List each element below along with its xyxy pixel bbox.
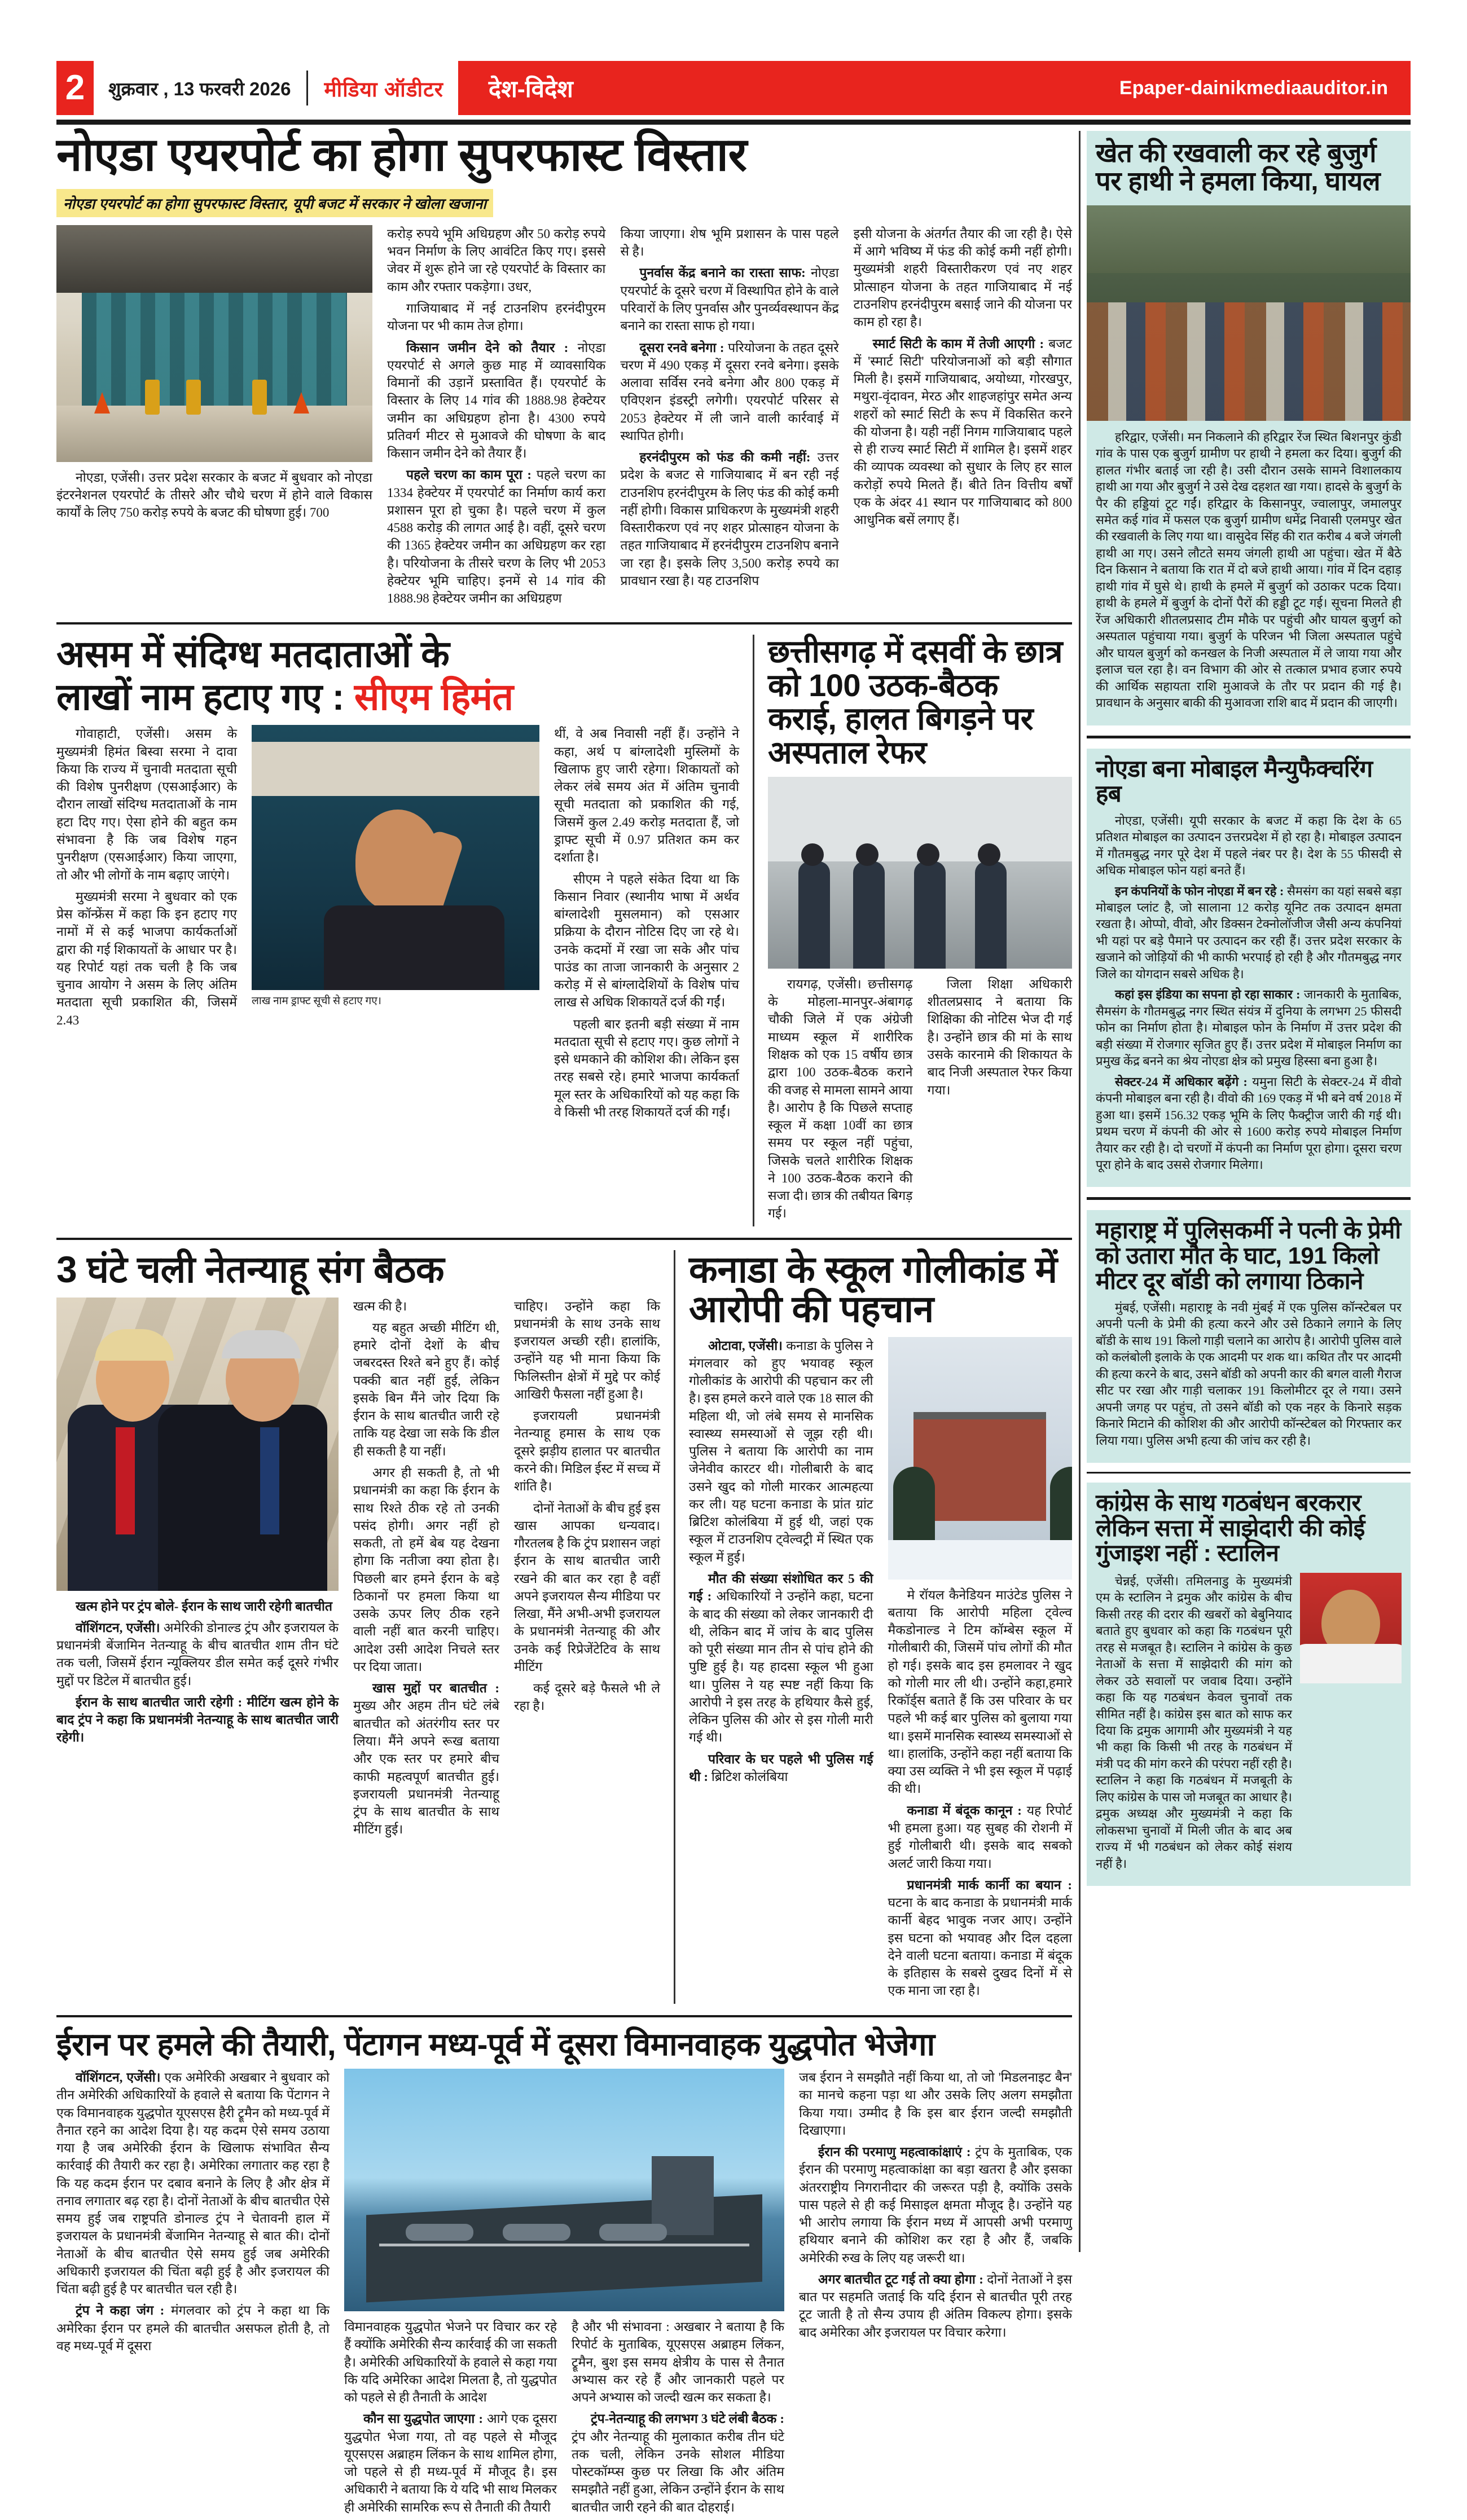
article-maharashtra bbox=[1087, 1210, 1411, 1463]
article-netanyahu bbox=[56, 1250, 660, 2004]
paragraph: दोनों नेताओं ने इस बात पर सहमति जताई कि यदि ईरान से बातचीत पूरी तरह टूट जाती है तो सैन्य उपाय ही अंतिम विकल्प होगा। इसके बाद अमेरिका और इजरायल पर विचार करेगा। bbox=[799, 2272, 1072, 2339]
paragraph: चेन्नई, एजेंसी। तमिलनाडु के मुख्यमंत्री एम के स्टालिन ने द्रमुक और कांग्रेस के बीच किसी तरह की दरार की खबरों को बेबुनियाद बताते हुए बुधवार को कहा कि गठबंधन पूरी तरह से मजबूत है। स्टालिन ने कांग्रेस के कुछ नेताओं के सत्ता में साझेदारी की मांग को लेकर उठे सवालों पर जवाब दिया। उन्होंने कहा कि यह गठबंधन केवल चुनावों तक सीमित नहीं है। कांग्रेस इस बात को साफ कर दिया कि द्रमुक आगामी और मुख्यमंत्री ने यह भी कहा कि किसी भी तरह के गठबंधन में मंत्री पद की मांग करने की परंपरा नहीं रही है। स्टालिन ने कहा कि गठबंधन में मजबूती के लिए कांग्रेस के पास जो मजबूत का आधार है। द्रमुक अध्यक्ष और मुख्यमंत्री ने कहा कि लोकसभा चुनावों में मिली जीत के बाद अब राज्य में भी गठबंधन को लेकर कोई संशय नहीं है। bbox=[1096, 1573, 1292, 1871]
canada-subhead-3: कनाडा में बंदूक कानून : bbox=[907, 1803, 1022, 1818]
assam-photo-caption: लाख नाम ड्राफ्ट सूची से हटाए गए। bbox=[252, 995, 381, 1008]
article-chhattisgarh bbox=[768, 635, 1072, 1226]
iran-sub-col-b bbox=[572, 2318, 784, 2520]
right-divider bbox=[1087, 1197, 1411, 1200]
paragraph: पहली बार इतनी बड़ी संख्या में नाम मतदाता सूची से हटाए गए। कुछ लोगों ने इसे धमकाने की कोशिश की। लेकिन इस तरह सबसे रहे। हमारे भाजपा कार्यकर्ता मूल स्तर के अधिकारियों को यह कहा कि वे किसी भी तरह शिकायतें दर्ज की गईं। bbox=[554, 1017, 739, 1119]
subhead: दूसरा रनवे बनेगा : bbox=[639, 340, 724, 355]
paragraph: ट्रंप के मुताबिक, एक ईरान की परमाणु महत्वाकांक्षा का बड़ा खतरा है और इसका अंतरराष्ट्रीय निगरानीदार की जरूरत पड़ी है, क्योंकि उसके पास पहले से ही कई मिसाइल क्षमता मौजूद है। उन्होंने यह भी आरोप लगाया कि ईरान मध्य में आपसी अभी परमाणु हथियार बनाने की कोशिश कर रहा है और हैं, जबकि अमेरिकी रुख के लिए यह जरूरी था। bbox=[799, 2145, 1073, 2265]
paragraph: मंगलवार को ट्रंप ने कहा था कि अमेरिका ईरान पर हमले की बातचीत असफल होती है, तो वह मध्य-पूर्व में दूसरा bbox=[56, 2303, 330, 2353]
article-iran bbox=[56, 2028, 1072, 2520]
page-number: 2 bbox=[56, 61, 94, 115]
paragraph: यमुना सिटी के सेक्टर-24 में वीवो कंपनी मोबाइल बना रही है। वीवो की 169 एकड़ में भी बने वर्ष 2018 में हुआ था। इसमें 156.32 एकड़ भूमि के लिए फैक्ट्रीज जारी की गई थी। प्रथम चरण में कंपनी की ओर से 1600 करोड़ रुपये मोबाइल निर्माण तैयार कर रही है। दो चरणों में कंपनी का निर्माण पूरा होगा। दूसरा चरण पूरा होने के बाद उससे रोजगार मिलेगा। bbox=[1096, 1074, 1402, 1172]
canada-subhead-4: प्रधानमंत्री मार्क कार्नी का बयान : bbox=[907, 1877, 1072, 1892]
article-elephant bbox=[1087, 131, 1411, 205]
paragraph: जिला शिक्षा अधिकारी शीतलप्रसाद ने बताया कि शिक्षिका की नोटिस भेज दी गई है। उन्होंने छात्र की मां के साथ उसके कारनामे की शिकायत के बाद निजी अस्पताल रेफर किया गया। bbox=[927, 977, 1072, 1097]
paragraph: परियोजना के तहत दूसरे चरण में 490 एकड़ में दूसरा रनवे बनेगा। इसके अलावा सर्विस रनवे बनेगा और 800 एकड़ में एविएशन इंडस्ट्री लगेगी। एयरपोर्ट परिसर से 2053 हेक्टेयर में ली जाने वाली कार्रवाई में स्थापित होगी। bbox=[620, 340, 839, 443]
paragraph: यह रिपोर्ट भी हमला हुआ। यह सुबह की रोशनी में हुई गोलीबारी थी। इसके बाद सबको अलर्ट जारी किया गया। bbox=[888, 1803, 1073, 1871]
iran-subhead-1: ट्रंप ने कहा जंग : bbox=[76, 2303, 165, 2318]
paragraph: इसी योजना के अंतर्गत तैयार की जा रही है। ऐसे में आगे भविष्य में फंड की कोई कमी नहीं होगी। मुख्यमंत्री शहरी विस्तारीकरण एवं नए शहर प्रोत्साहन योजना के तहत गाजियाबाद में नई टाउनशिप हरनंदीपुरम बसाई जाने की योजना पर काम हो रहा है। bbox=[853, 226, 1072, 329]
mobile-subhead-2: कहां इस इंडिया का सपना हो रहा साकार : bbox=[1115, 987, 1301, 1002]
lead-col-2 bbox=[620, 225, 838, 612]
iran-subhead-2: कौन सा युद्धपोत जाएगा : bbox=[363, 2412, 484, 2426]
masthead-rule bbox=[56, 120, 1411, 125]
masthead bbox=[56, 61, 1411, 115]
paragraph: खत्म की है। bbox=[353, 1299, 407, 1313]
canada-col-1 bbox=[689, 1337, 873, 2004]
paragraph: मुंबई, एजेंसी। महाराष्ट्र के नवी मुंबई में एक पुलिस कॉन्स्टेबल पर अपनी पत्नी के प्रेमी की हत्या करने और उसे ठिकाने लगाने के लिए बॉडी के साथ 191 किलो गाड़ी चलाने का आरोप है। आरोपी पुलिस वाले को कलंबोली इलाके के एक आदमी पर शक था। कथित तौर पर आदमी की हत्या करने के बाद, उसने बॉडी को अपनी कार की बगल वाली गैराज सीट पर रखा और गाड़ी चलाकर 191 किलोमीटर दूर ले गया। उसने अपनी जगह पर पहुंच, तो उसने बॉडी को एक नहर के किनारे सड़क किनारे मिटाने की कोशिश की और आरोपी कॉन्स्टेबल को गिरफ्तार कर लिया गया। पुलिस अभी हत्या की जांच कर रही है। bbox=[1096, 1300, 1402, 1448]
iran-subhead-3: ट्रंप-नेतन्याहू की लगभग 3 घंटे लंबी बैठक : bbox=[591, 2412, 784, 2426]
paragraph: चाहिए। उन्होंने कहा कि प्रधानमंत्री के साथ उनके साथ इजरायल अच्छी रही। हालांकि, उन्होंने यह भी माना किया कि फिलिस्तीन क्षेत्रों में मुद्दे पर कोई आखिरी फैसला नहीं हुआ है। bbox=[514, 1299, 660, 1401]
lead-col-3 bbox=[854, 225, 1072, 612]
paragraph: रायगढ़, एजेंसी। छत्तीसगढ़ के मोहला-मानपुर-अंबागढ़ चौकी जिले में एक अंग्रेजी माध्यम स्कूल में शारीरिक शिक्षक को एक 15 वर्षीय छात्र द्वारा 100 उठक-बैठक कराने की वजह से मामला सामने आया है। आरोप है कि पिछले सप्ताह स्कूल में कक्षा 10वीं का छात्र समय पर स्कूल नहीं पहुंचा, जिसके चलते शारीरिक शिक्षक ने 100 उठक-बैठक कराने की सजा दी। छात्र की तबीयत बिगड़ गई। bbox=[768, 977, 913, 1221]
lead-col-1 bbox=[387, 225, 605, 612]
aircraft-carrier-photo bbox=[344, 2069, 784, 2311]
mobile-subhead-3: सेक्टर-24 में अधिकार बढ़ेंगे : bbox=[1115, 1074, 1248, 1089]
assam-col-1 bbox=[56, 725, 237, 1125]
paragraph: ट्रंप और नेतन्याहू की मुलाकात करीब तीन घंटे तक चली, लेकिन उनके सोशल मीडिया पोस्टकॉम्प्स कुछ पर लिखा कि और अंतिम समझौते नहीं हुआ, लेकिन उन्होंने ईरान के साथ बातचीत जारी रहने की बात दोहराई। bbox=[572, 2429, 784, 2514]
article-mobile-hub bbox=[1087, 749, 1411, 1188]
subhead: पहले चरण का काम पूरा : bbox=[406, 468, 532, 482]
iran-dateline: वॉशिंगटन, एजेंसी। bbox=[76, 2070, 161, 2085]
assam-headline-line1: असम में संदिग्ध मतदाताओं के bbox=[56, 633, 450, 675]
article-assam bbox=[56, 635, 739, 1226]
lead-headline: नोएडा एयरपोर्ट का होगा सुपरफास्ट विस्तार bbox=[56, 129, 747, 181]
assam-headline-part-b: सीएम हिमंत bbox=[354, 676, 513, 718]
lead-subband: नोएडा एयरपोर्ट का होगा सुपरफास्ट विस्तार, यूपी बजट में सरकार ने खोला खजाना bbox=[56, 189, 493, 217]
canada-headline: कनाडा के स्कूल गोलीकांड में आरोपी की पहचान bbox=[689, 1248, 1057, 1330]
assam-col-2 bbox=[554, 725, 739, 1125]
mobile-subhead-1: इन कंपनियों के फोन नोएडा में बन रहे : bbox=[1115, 883, 1284, 898]
assam-headline-part-a: लाखों नाम हटाए गए : bbox=[56, 676, 345, 718]
maharashtra-headline: महाराष्ट्र में पुलिसकर्मी ने पत्नी के प्रेमी को उतारा मौत के घाट, 191 किलो मीटर दूर बॉडी को लगाया ठिकाने bbox=[1096, 1217, 1401, 1294]
assam-col-image bbox=[252, 725, 539, 1125]
canada-dateline: ओटावा, एजेंसी। bbox=[708, 1338, 783, 1353]
vertical-rule bbox=[753, 635, 754, 1226]
paragraph: नोएडा, एजेंसी। यूपी सरकार के बजट में कहा कि देश के 65 प्रतिशत मोबाइल का उत्पादन उत्तरप्रदेश में हो रहा है। मोबाइल उत्पादन में गौतमबुद्ध नगर पूरे देश में पहले नंबर पर है। देश के 55 फीसदी से अधिक मोबाइल फोन यहां बनते हैं। bbox=[1096, 813, 1402, 878]
iran-sub-col-a bbox=[344, 2318, 557, 2520]
paragraph: ब्रिटिश कोलंबिया bbox=[711, 1769, 788, 1784]
iran-subhead-5: अगर बातचीत टूट गई तो क्या होगा : bbox=[818, 2272, 983, 2286]
paragraph: यह बहुत अच्छी मीटिंग थी, हमारे दोनों देशों के बीच जबरदस्त रिश्ते बने हुए हैं। कोई पक्की बात नहीं हुई, लेकिन इसके बिन मैंने जोर दिया कि ईरान के साथ बातचीत जारी रहे ताकि यह देखा जा सके कि डील ही सकती है या नहीं। bbox=[353, 1320, 499, 1458]
iran-subhead-4: ईरान की परमाणु महत्वाकांक्षाएं : bbox=[818, 2145, 971, 2160]
paragraph: अमेरिकी डोनाल्ड ट्रंप और इजरायल के प्रधानमंत्री बेंजामिन नेतन्याहू के बीच बातचीत शाम तीन घंटे तक चली, जिसमें ईरान न्यूक्लियर डील समेत कई दूसरे गंभीर मुद्दों पर डिटेल में बातचीत हुई। bbox=[56, 1620, 339, 1688]
paragraph: मे रॉयल कैनेडियन माउंटेड पुलिस ने बताया कि आरोपी महिला ट्वेल्व मैकडोनाल्ड ने टिम कॉम्बेस स्कूल में गोलीबारी की, जिसमें पांच लोगों की मौत हो गई। इसके बाद इस हमलावर ने खुद को गोली मार ली थी। उन्होंने कहा,हमारे रिकॉर्ड्स बताते हैं कि उस परिवार के घर पहले भी कई बार पुलिस को बुलाया गया था। इसमें मानसिक स्वास्थ्य समस्याओं से था। हालांकि, उन्होंने कहा नहीं बताया कि क्या उस व्यक्ति ने भी इस स्कूल में पढ़ाई की थी। bbox=[888, 1587, 1072, 1796]
paragraph: घटना के बाद कनाडा के प्रधानमंत्री मार्क कार्नी बेहद भावुक नजर आए। उन्होंने इस घटना को भयावह और दिल दहला देने वाली घटना बताया। कनाडा में बंदूक के इतिहास के सबसे दुखद दिनों में से एक माना जा रहा है। bbox=[888, 1896, 1072, 1998]
iran-col-image bbox=[344, 2069, 784, 2520]
stalin-photo bbox=[1300, 1573, 1402, 1683]
article-canada bbox=[689, 1250, 1072, 2004]
masthead-divider bbox=[306, 71, 308, 105]
left-zone bbox=[56, 131, 1072, 2520]
paragraph: इजरायली प्रधानमंत्री नेतन्याहू हमास के साथ एक दूसरे झड़ीय हालात पर बातचीत करने की। मिडिल ईस्ट में सच्च में शांति है। bbox=[514, 1409, 660, 1494]
elephant-headline: खेत की रखवाली कर रहे बुजुर्ग पर हाथी ने हमला किया, घायल bbox=[1096, 138, 1381, 196]
section-divider bbox=[56, 622, 1072, 624]
paragraph: हरिद्वार, एजेंसी। मन निकलाने की हरिद्वार रेंज स्थित बिशनपुर कुंडी गांव के पास एक बुजुर्ग ग्रामीण पर हाथी ने हमला कर दिया। बुजुर्ग की हालत गंभीर बताई जा रही है। उसी दौरान उसके सामने विशालकाय हाथी आ गया और बुजुर्ग ने उसे देख दहशत खा गया। हादसे के बुजुर्ग के पैर की हड्डियां टूट गईं। हरिद्वार के किसानपुर, ज्वालापुर, जमालपुर समेत कई गांव में फसल एक बुजुर्ग ग्रामीण धमेंद्र निवासी एलमपुर खेत की रखवाली के लिए गया था। वासुदेव सिंह की रात करीब 4 बजे जंगली हाथी आ गए। उसने लौटते समय जंगली हाथी आ पहुंचा। खेत में बैठे दिन किसान ने बताया कि रात में दो बजे हाथी आया। गांव में दिन दहाड़ हाथी गांव में घुसे थे। हाथी के हमले में बुजुर्ग को उठाकर पटक दिया। हाथी के हमले में बुजुर्ग के दोनों पैरों की हड्डी टूट गई। सूचना मिलते ही रेंज अधिकारी शीतलप्रसाद टीम मौके पर पहुंची और घायल बुजुर्ग को अस्पताल पहुंचाया गया। बुजुर्ग के परिजन भी जिला अस्पताल पहुंचे और घायल बुजुर्ग को कनखल के निजी अस्पताल में ले जाया गया और इलाज चल रहा है। वन विभाग की ओर से तत्काल प्रभाव हजार रुपये की आर्थिक सहायता राशि मुआवजे के तौर पर प्रदान की गई है। प्रावधान के अनुसार बाकी की मुआवजा राशि बाद में प्रदान की जाएगी। bbox=[1096, 429, 1402, 710]
paragraph: पहले चरण का 1334 हेक्टेयर में एयरपोर्ट का निर्माण कार्य करा प्रशासन पूरा हो चुका है। पहले चरण में कुल 4588 करोड़ की लागत आई है। वहीं, दूसरे चरण की 1365 हेक्टेयर जमीन का अधिग्रहण कर रहा है। परियोजना के तीसरे चरण के लिए भी 2053 हेक्टेयर भूमि चाहिए। इनमें से 14 गांव की 1888.98 हेक्टेयर जमीन का अधिग्रहण bbox=[387, 468, 606, 606]
subhead: हरनंदीपुरम को फंड की कमी नहीं: bbox=[639, 450, 811, 465]
paragraph: सैमसंग का यहां सबसे बड़ा मोबाइल प्लांट है, जो सालाना 12 करोड़ यूनिट तक उत्पादन क्षमता रखता है। ओप्पो, वीवो, और डिक्सन टेक्नोलॉजीज जैसी अन्य कंपनियां भी यहां पर बड़े पैमाने पर उत्पादन कर रही हैं। उत्तर प्रदेश सरकार के खजाने को जोड़ियों की भी काफी भरपाई हो रही है और गौतमबुद्ध नगर जिले का योगदान सबसे अधिक है। bbox=[1096, 883, 1402, 981]
paragraph: अगर ही सकती है, तो भी प्रधानमंत्री का कहा कि ईरान के साथ रिश्ते ठीक रहे तो उनकी पसंद होगी। अगर नहीं हो सकती, तो हमें बेब यह देखना होगा कि नतीजा क्या होता है। पिछली बार हमने ईरान के बड़े ठिकानों पर हमला किया था उसके ऊपर लिए ठीक रहने वाली नहीं बात करनी चाहिए। आदेश उसी आदेश निचले स्तर पर दिया जाता। bbox=[353, 1465, 499, 1674]
canada-col-2 bbox=[888, 1337, 1073, 2004]
students-photo bbox=[768, 777, 1072, 969]
assam-headline-line2 bbox=[56, 678, 739, 717]
iran-headline: ईरान पर हमले की तैयारी, पेंटागन मध्य-पूर्व में दूसरा विमानवाहक युद्धपोत भेजेगा bbox=[56, 2026, 935, 2062]
subhead: किसान जमीन देने को तैयार : bbox=[406, 340, 569, 355]
netanyahu-col-3 bbox=[514, 1298, 660, 1842]
masthead-section: देश-विदेश bbox=[488, 75, 573, 102]
netanyahu-subhead-2: ईरान के साथ बातचीत जारी रहेगी : मीटिंग खत्म होने के बाद ट्रंप ने कहा कि प्रधानमंत्री नेतन्याहू के साथ बातचीत जारी रहेगी। bbox=[56, 1695, 339, 1745]
paragraph: किया जाएगा। शेष भूमि प्रशासन के पास पहले से है। bbox=[620, 226, 839, 259]
paragraph: नोएडा एयरपोर्ट के दूसरे चरण में विस्थापित होने के वाले परिवारों के लिए पुनर्वास और पुनर्व्यवस्थापन केंद्र बनाने का रास्ता साफ हो गया। bbox=[620, 266, 839, 333]
paragraph: थीं, वे अब निवासी नहीं हैं। उन्होंने ने कहा, अर्थ प बांग्लादेशी मुस्लिमों के खिलाफ हुए जारी रहेगा। शिकायतों को लेकर लंबे समय अंत में अंतिम चुनावी सूची मतदाता को प्रकाशित की गई, जिसमें कुल 2.49 करोड़ मतदाता हैं, जो ड्राफ्ट सूची में 0.97 प्रतिशत कम कर दर्शाता है। bbox=[554, 727, 739, 865]
netanyahu-dateline: वॉशिंगटन, एजेंसी। bbox=[76, 1620, 160, 1635]
subhead: स्मार्ट सिटी के काम में तेजी आएगी : bbox=[872, 336, 1044, 351]
netanyahu-col-image bbox=[56, 1298, 339, 1842]
assam-chhattisgarh-row bbox=[56, 635, 1072, 1226]
masthead-white-block bbox=[94, 61, 458, 115]
article-stalin bbox=[1087, 1483, 1411, 1886]
paragraph: गोवाहाटी, एजेंसी। असम के मुख्यमंत्री हिमंत बिस्वा सरमा ने दावा किया कि राज्य में चुनावी मतदाता सूची की विशेष पुनरीक्षण (एसआईआर) के दौरान लाखों संदिग्ध मतदाताओं के नाम हटा दिए गए। ऐसा होने की बहुत कम संभावना है कि जब विशेष गहन पुनरीक्षण (एसआईआर) किया जाएगा, तो और भी लोगों के नाम बढ़ाए जाएंगे। bbox=[56, 727, 237, 882]
lead-caption: नोएडा, एजेंसी। उत्तर प्रदेश सरकार के बजट में बुधवार को नोएडा इंटरनेशनल एयरपोर्ट के तीसरे और चौथे चरण में होने वाले विकास कार्यों के लिए 750 करोड़ रुपये के बजट की घोषणा हुई। 700 bbox=[56, 470, 372, 520]
paragraph: जानकारी के मुताबिक, सैमसंग के गौतमबुद्ध नगर स्थित संयंत्र में दुनिया के लगभग 25 फीसदी फोन का निर्माण होता है। मोबाइल फोन के निर्माण में उत्तर प्रदेश की बड़ी संख्या में रोजगार सृजित हुए हैं। उत्तर प्रदेश में मोबाइल निर्माण का प्रमुख केंद्र बनने का श्रेय नोएडा क्षेत्र को प्रमुख हिस्सा बना हुआ है। bbox=[1096, 987, 1402, 1068]
paragraph: उत्तर प्रदेश के बजट से गाजियाबाद में बन रही नई टाउनशिप हरनंदीपुरम के लिए फंड की कोई कमी नहीं होगी। विकास प्राधिकरण के मुख्यमंत्री शहरी विस्तारीकरण एवं नए शहर प्रोत्साहन योजना के तहत गाजियाबाद में हरनंदीपुरम टाउनशिप बनाने जा रहा है। इसके लिए 3,500 करोड़ रुपये का प्रावधान रखा है। यह टाउनशिप bbox=[620, 450, 839, 588]
section-divider bbox=[56, 1238, 1072, 1240]
chhattisgarh-col-1 bbox=[768, 975, 913, 1226]
elephant-photo bbox=[1087, 205, 1411, 421]
paragraph: नोएडा एयरपोर्ट से अगले कुछ माह में व्यावसायिक विमानों की उड़ानें प्रस्तावित हैं। एयरपोर्ट के विस्तार के लिए 14 गांव की 1888.98 हेक्टेयर जमीन का अधिग्रहण होना है। 4300 रुपये प्रतिवर्ग मीटर से मुआवजे की घोषणा के बाद किसान जमीन देने को तैयार हैं। bbox=[387, 340, 606, 461]
canada-subhead-1: मौत की संख्या संशोधित कर 5 की गई : bbox=[689, 1572, 873, 1604]
airport-photo bbox=[56, 225, 372, 462]
stalin-headline: कांग्रेस के साथ गठबंधन बरकरार लेकिन सत्ता में साझेदारी की कोई गुंजाइश नहीं : स्टालिन bbox=[1096, 1489, 1365, 1567]
netanyahu-col-2 bbox=[353, 1298, 499, 1842]
chhattisgarh-col-2 bbox=[928, 975, 1073, 1226]
trump-netanyahu-photo bbox=[56, 1298, 339, 1591]
paragraph: दोनों नेताओं के बीच हुई इस खास आपका धन्यवाद। गौरतलब है कि ट्रंप प्रशासन जहां ईरान के साथ बातचीत जारी रखने की बात कर रहा है वहीं अपने इजरायल सैन्य मीडिया पर लिखा, मैंने अभी-अभी इजरायल के प्रधानमंत्री नेतन्याहू की और उनके कई रिप्रेजेंटेटिव के साथ मीटिंग bbox=[514, 1501, 660, 1674]
right-divider bbox=[1087, 1472, 1411, 1474]
paragraph: एक अमेरिकी अखबार ने बुधवार को तीन अमेरिकी अधिकारियों के हवाले से बताया कि पेंटागन ने एक विमानवाहक युद्धपोत यूएसएस हैरी ट्रूमैन को मध्य-पूर्व में तैनात रहने का आदेश दिया है। यह कदम ऐसे समय उठाया गया है जब अमेरिकी ईरान के खिलाफ संभावित सैन्य कार्रवाई की तैयारी कर रहा है। अमेरिका लगातार कह रहा है कि यह कदम ईरान पर दबाव बनाने के लिए है और क्षेत्र में तनाव लगातार बढ़ रहा है। दोनों नेताओं के बीच बातचीत ऐसे समय हुई जब राष्ट्रपति डोनाल्ड ट्रंप ने चेतावनी हाल में इजरायल के प्रधानमंत्री बेंजामिन नेतन्याहू से बात की। दोनों नेताओं के बीच बातचीत ऐसे समय हुई जब अमेरिकी अधिकारी इजरायल की चिंता बढ़ी हुई है और इजरायल की चिंता बढ़ी हुई है पर बातचीत चल रही है। bbox=[56, 2070, 330, 2297]
section-divider bbox=[56, 2015, 1072, 2017]
chhattisgarh-headline: छत्तीसगढ़ में दसवीं के छात्र को 100 उठक-बैठक कराई, हालत बिगड़ने पर अस्पताल रेफर bbox=[768, 634, 1063, 770]
right-divider bbox=[1087, 736, 1411, 738]
paragraph: है और भी संभावना : अखबार ने बताया है कि रिपोर्ट के मुताबिक, यूएसएस अब्राहम लिंकन, ट्रूमैन, बुश इस समय क्षेत्रीय के पास से तैनात अभ्यास कर रहे हैं और जानकारी पहले पर अपने अभ्यास को जल्दी खत्म कर सकता है। bbox=[572, 2320, 784, 2405]
masthead-date: शुक्रवार , 13 फरवरी 2026 bbox=[108, 78, 291, 99]
masthead-brand: मीडिया ऑडीटर bbox=[324, 77, 443, 101]
paragraph: गाजियाबाद में नई टाउनशिप हरनंदीपुरम योजना पर भी काम तेज होगा। bbox=[387, 301, 606, 333]
paragraph: अधिकारियों ने उन्होंने कहा, घटना के बाद की संख्या को लेकर जानकारी दी थी, लेकिन बाद में जांच के बाद पुलिस को पूरी संख्या मान तीन से पांच होने की पुष्टि हुई है। यह हादसा स्कूल भी हुआ था। पुलिस ने यह स्पष्ट नहीं किया कि आरोपी ने इस तरह के हथियार कैसे हुई, लेकिन पुलिस की ओर से इस गोली मारी गई थी। bbox=[689, 1589, 873, 1745]
article-noida-airport bbox=[56, 131, 1072, 611]
netanyahu-headline: 3 घंटे चली नेतन्याहू संग बैठक bbox=[56, 1248, 445, 1290]
netanyahu-subhead-1: खत्म होने पर ट्रंप बोले- ईरान के साथ जारी रहेगी बातचीत bbox=[76, 1599, 333, 1613]
main-vertical-rule bbox=[1079, 131, 1081, 2252]
iran-col-4 bbox=[799, 2069, 1072, 2520]
canada-subhead-2: परिवार के घर पहले भी पुलिस गई थी : bbox=[689, 1752, 873, 1784]
netanyahu-subhead-3: खास मुद्दों पर बातचीत : bbox=[372, 1681, 499, 1696]
netanyahu-canada-row bbox=[56, 1250, 1072, 2004]
lead-col-image bbox=[56, 225, 372, 612]
paragraph: मुख्यमंत्री सरमा ने बुधवार को एक प्रेस कॉन्फ्रेंस में कहा कि इन हटाए गए नामों में से कई भाजपा कार्यकर्ताओं द्वारा की गई शिकायतों के आधार पर है। यह रिपोर्ट यहां तक चली है कि जब चुनाव आयोग ने असम के लिए अंतिम मतदाता सूची प्रकाशित की, जिसमें 2.43 bbox=[56, 889, 237, 1027]
iran-col-1 bbox=[56, 2069, 330, 2520]
mobile-hub-headline: नोएडा बना मोबाइल मैन्युफैक्चरिंग हब bbox=[1096, 755, 1373, 807]
right-zone bbox=[1087, 131, 1411, 1886]
paragraph: कई दूसरे बड़े फैसले भी ले रहा है। bbox=[514, 1681, 660, 1713]
paragraph: सीएम ने पहले संकेत दिया था कि किसान निवार (स्थानीय भाषा में अर्थव बांग्लादेशी मुसलमान) को एसआर प्रक्रिया के दौरान नोटिस दिए जा रहे थे। उनके कदमों में रखा जा सके और पांच पाउंड का ताजा जानकारी के अनुसार 2 करोड़ में से बांग्लादेशियों के विशेष पांच लाख से अधिक शिकायतें दर्ज की गईं। bbox=[554, 872, 739, 1010]
paragraph: कनाडा के पुलिस ने मंगलवार को हुए भयावह स्कूल गोलीकांड के आरोपी की पहचान कर ली है। इस हमले करने वाले एक 18 साल की महिला थी, जो लंबे समय से मानसिक स्वास्थ्य समस्याओं से जूझ रही थी। पुलिस ने बताया कि आरोपी का नाम जेनेवीव कारटर थी। गोलीबारी के बाद उसने खुद को गोली मारकर आत्महत्या कर ली। यह घटना कनाडा के प्रांत ग्रांट ब्रिटिश कोलंबिया में हुई थी, जहां एक स्कूल में टाउनशिप ट्वेल्वट्री में स्थित एक स्कूल में हुई। bbox=[689, 1338, 873, 1564]
paragraph: बजट में 'स्मार्ट सिटी' परियोजनाओं को बड़ी सौगात मिली है। इसमें गाजियाबाद, अयोध्या, गोरखपुर, मथुरा-वृंदावन, मेरठ और शाहजहांपुर समेत अन्य शहरों को स्मार्ट सिटी के रूप में विकसित करने की योजना है। यही नहीं निगम गाजियाबाद पहले से ही राज्य स्मार्ट सिटी में शामिल है। इसमें शहर की व्यापक व्यवस्था को सुधार के लिए हर साल करोड़ों रुपये मिलते हैं। बीते तिन वित्तीय बर्षों एक के अंदर 41 स्थान पर गाजियाबाद को 800 आधुनिक बसें लगाए हैं। bbox=[853, 336, 1072, 527]
vertical-rule bbox=[674, 1250, 675, 2004]
masthead-website[interactable]: Epaper-dainikmediaauditor.in bbox=[1119, 77, 1388, 99]
paragraph: जब ईरान ने समझौते नहीं किया था, तो जो 'मिडलनाइट बैन' का मानचे कहना पड़ा था और उसके लिए अलग समझौता किया गया। उम्मीद है कि इस बार ईरान जल्दी समझौती दिखाएगा। bbox=[799, 2070, 1072, 2138]
paragraph: करोड़ रुपये भूमि अधिग्रहण और 50 करोड़ रुपये भवन निर्माण के लिए आवंटित किए गए। इससे जेवर में शुरू होने जा रहे एयरपोर्ट के विस्तार का काम और रफ्तार पकड़ेगा। उधर, bbox=[387, 226, 606, 294]
paragraph: आगे एक दूसरा युद्धपोत भेजा गया, तो वह पहले से मौजूद यूएसएस अब्राहम लिंकन के साथ शामिल होगा, जो पहले से ही मध्य-पूर्व में मौजूद है। इस अधिकारी ने बताया कि ये यदि भी साथ मिलकर ही अमेरिकी सामरिक रूप से तैनाती की तैयारी bbox=[344, 2412, 557, 2514]
paragraph: मुख्य और अहम तीन घंटे लंबे बातचीत को अंतरंगीय स्तर पर लिया। मैंने अपने रूख बताया और एक स्तर पर हमारे बीच काफी महत्वपूर्ण बातचीत हुई। इजरायली प्रधानमंत्री नेतन्याहू ट्रंप के साथ बातचीत के साथ मीटिंग हुई। bbox=[353, 1699, 499, 1837]
subhead: पुनर्वास केंद्र बनाने का रास्ता साफ: bbox=[639, 266, 806, 280]
paragraph: विमानवाहक युद्धपोत भेजने पर विचार कर रहे हैं क्योंकि अमेरिकी सैन्य कार्रवाई की जा सकती है। अमेरिकी अधिकारियों के हवाले से कहा गया कि यदि अमेरिका आदेश मिलता है, तो युद्धपोत को पहले से ही तैनाती के आदेश bbox=[344, 2320, 557, 2405]
canada-school-photo bbox=[888, 1337, 1073, 1580]
elephant-body-box bbox=[1087, 421, 1411, 725]
himanta-photo bbox=[252, 725, 539, 990]
